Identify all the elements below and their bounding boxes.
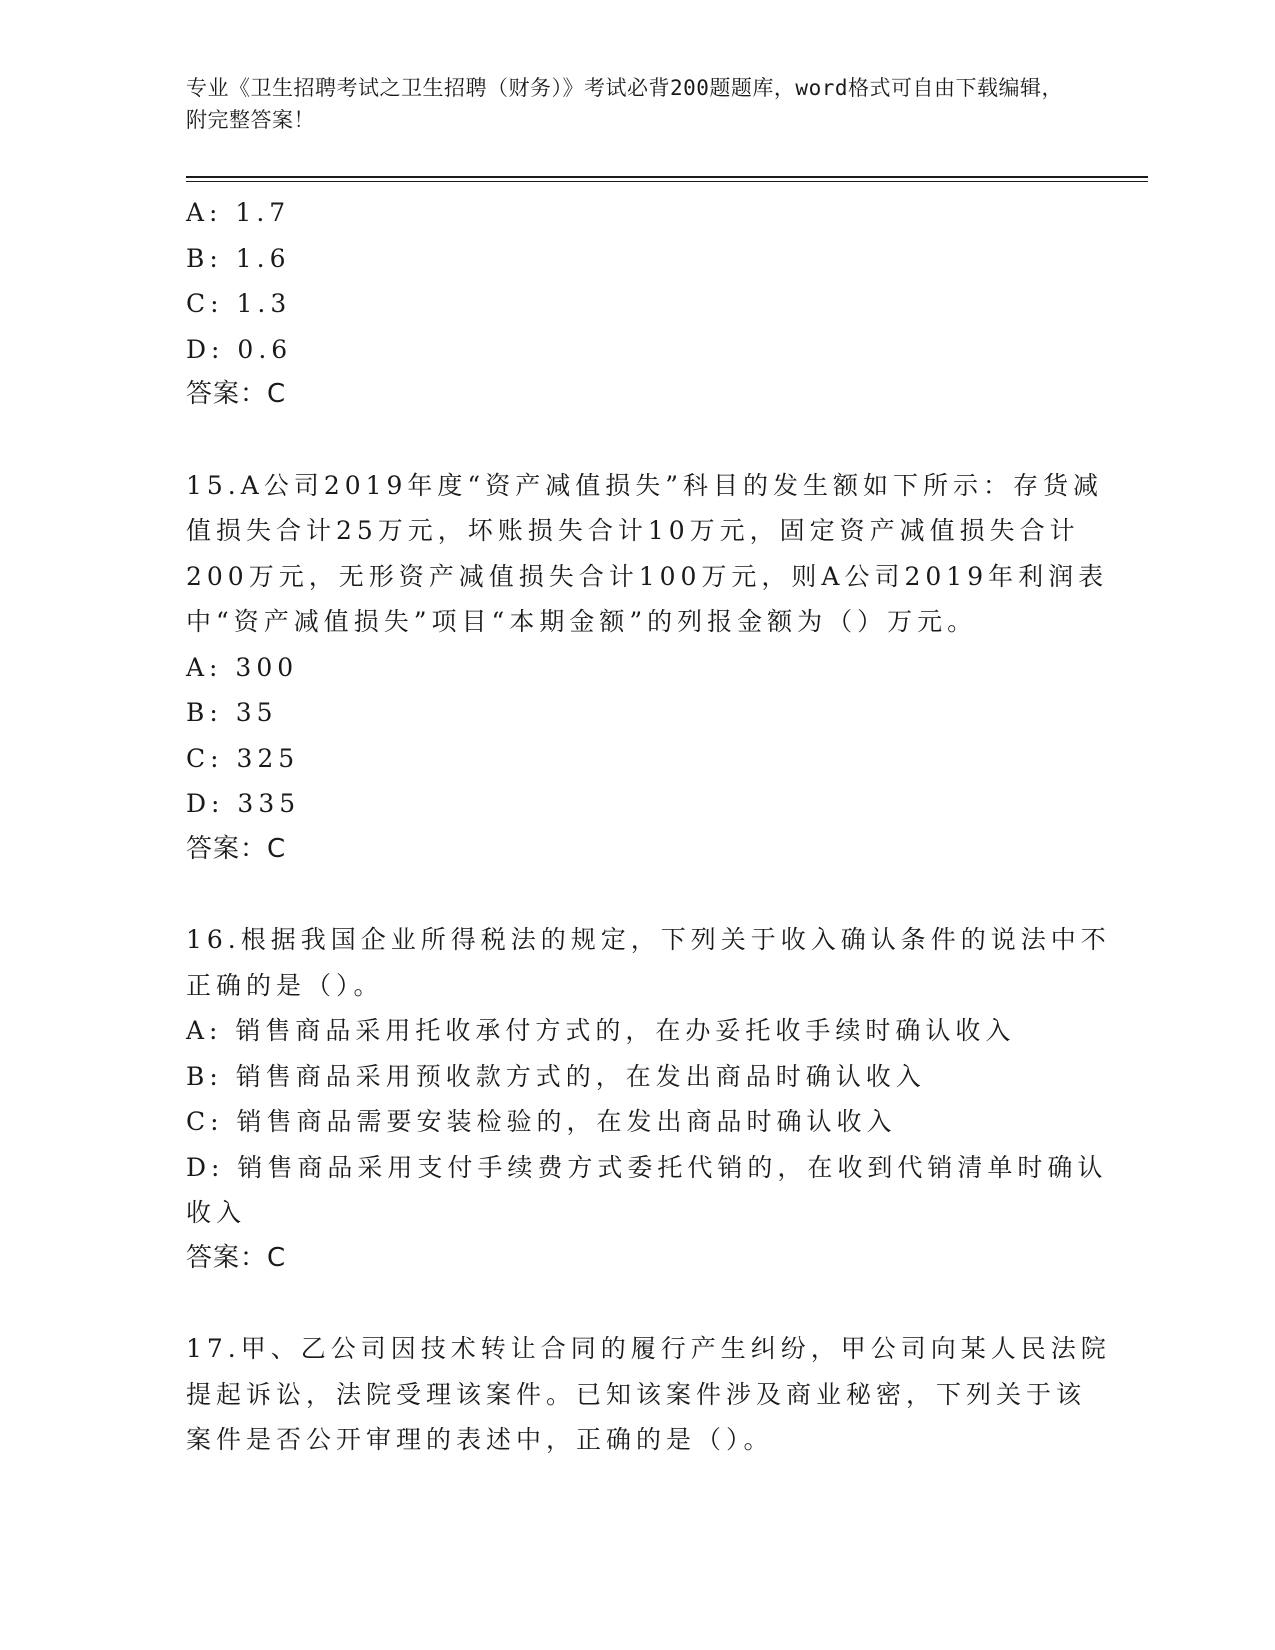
option-c: C: 325 (186, 743, 300, 773)
question-15-options (186, 645, 1086, 827)
question-16-options (186, 1008, 1108, 1236)
header-divider-thin (186, 181, 1148, 182)
question-17-stem (186, 1326, 1111, 1463)
option-d: D: 0.6 (186, 334, 293, 364)
header-divider-thick (186, 176, 1148, 178)
question-15-stem (186, 463, 1109, 645)
stem-line: 16.根据我国企业所得税法的规定，下列关于收入确认条件的说法中不 (186, 925, 1111, 954)
option-a: A: 销售商品采用托收承付方式的，在办妥托收手续时确认收入 (186, 1016, 1016, 1045)
option-b: B: 35 (186, 698, 278, 727)
option-b: B: 销售商品采用预收款方式的，在发出商品时确认收入 (186, 1061, 926, 1091)
stem-line: 中“资产减值损失”项目“本期金额”的列报金额为（）万元。 (186, 607, 978, 636)
question-14-answer: 答案：C (186, 379, 287, 409)
option-d: D: 销售商品采用支付手续费方式委托代销的，在收到代销清单时确认 (186, 1152, 1108, 1182)
stem-line: 17.甲、乙公司因技术转让合同的履行产生纠纷，甲公司向某人民法院 (186, 1334, 1111, 1363)
question-15-answer: 答案：C (186, 833, 287, 864)
stem-line: 200万元，无形资产减值损失合计100万元，则A公司2019年利润表 (186, 561, 1109, 591)
option-a: A: 1.7 (186, 198, 291, 227)
question-14-options (186, 190, 1086, 372)
stem-line: 案件是否公开审理的表述中，正确的是（）。 (186, 1425, 774, 1454)
stem-line: 提起诉讼，法院受理该案件。已知该案件涉及商业秘密，下列关于该 (186, 1379, 1087, 1409)
option-a: A: 300 (186, 652, 299, 682)
option-b: B: 1.6 (186, 243, 291, 273)
stem-line: 值损失合计25万元，坏账损失合计10万元，固定资产减值损失合计 (186, 516, 1080, 545)
option-d: D: 335 (186, 789, 301, 818)
question-content (186, 190, 1111, 1463)
question-16-stem (186, 917, 1111, 1008)
question-16-answer: 答案：C (186, 1242, 287, 1273)
spacer (186, 872, 1086, 917)
spacer (186, 418, 1086, 463)
stem-line: 正确的是（）。 (186, 970, 384, 1000)
stem-line: 15.A公司2019年度“资产减值损失”科目的发生额如下所示：存货减 (186, 470, 1103, 500)
option-d-continued: 收入 (186, 1198, 247, 1227)
document-header: 专业《卫生招聘考试之卫生招聘（财务）》考试必背200题题库，word格式可自由下载编辑，附完整答案！ (186, 76, 1063, 132)
option-c: C: 销售商品需要安装检验的，在发出商品时确认收入 (186, 1107, 897, 1136)
option-c: C: 1.3 (186, 289, 292, 318)
spacer (186, 1281, 1086, 1326)
